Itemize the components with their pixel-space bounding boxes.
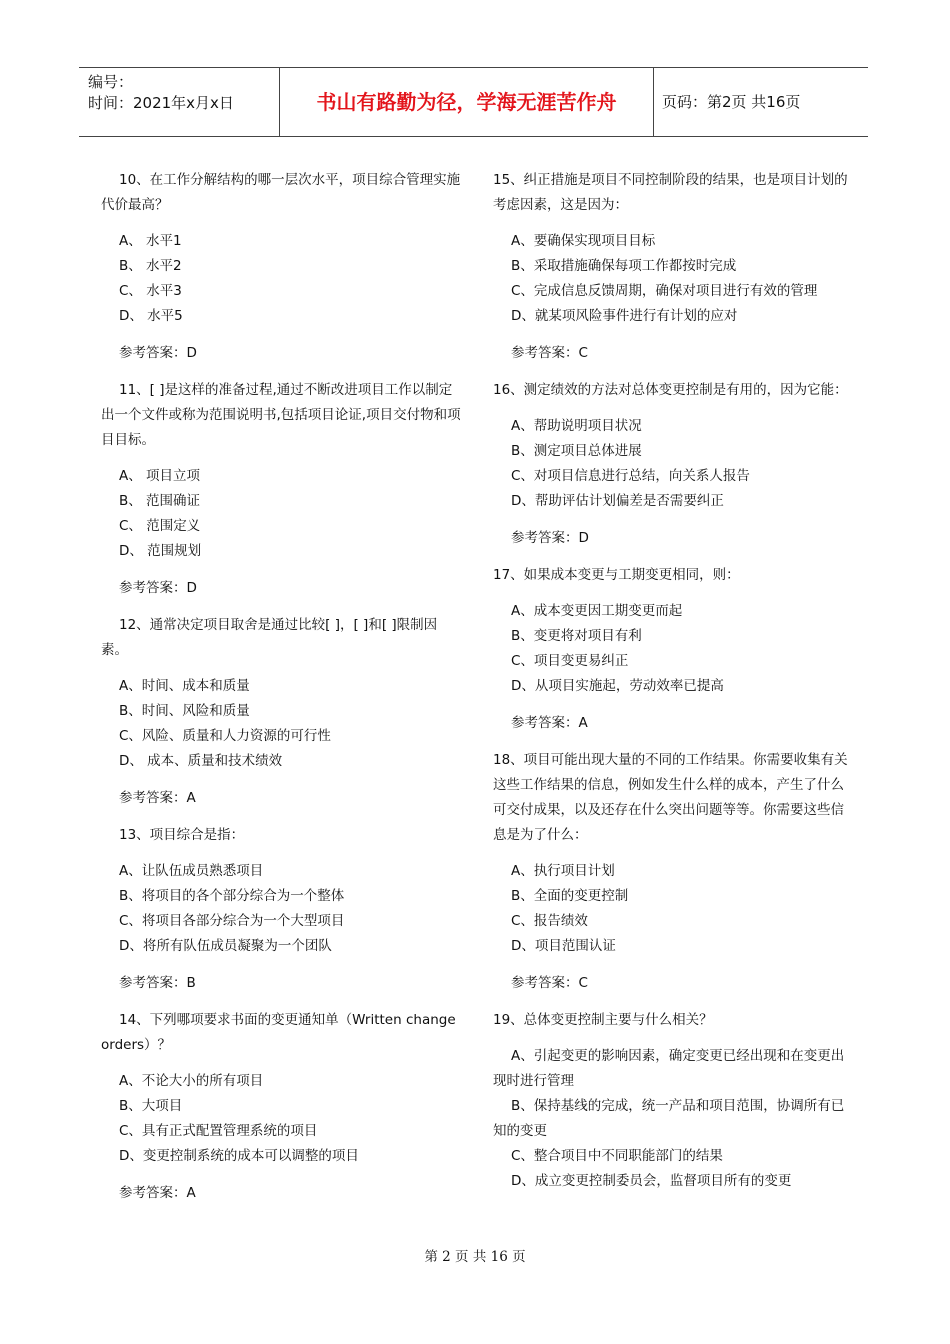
option-list [493, 859, 853, 959]
question-text: 16、测定绩效的方法对总体变更控制是有用的，因为它能： [493, 382, 848, 398]
question-block [101, 168, 463, 366]
option-item: C、项目变更易纠正 [511, 653, 629, 669]
header-meta [79, 68, 280, 136]
question-block [493, 168, 853, 366]
option-item: C、 水平3 [119, 283, 182, 299]
option-item: C、风险、质量和人力资源的可行性 [119, 728, 331, 744]
option-list [101, 464, 463, 564]
option-list [493, 229, 853, 329]
option-list [101, 859, 463, 959]
question-text: 15、纠正措施是项目不同控制阶段的结果，也是项目计划的考虑因素，这是因为： [493, 172, 848, 213]
serial-label: 编号： [88, 73, 134, 91]
option-item: C、将项目各部分综合为一个大型项目 [119, 913, 345, 929]
option-item: C、完成信息反馈周期，确保对项目进行有效的管理 [511, 283, 818, 299]
option-list [101, 229, 463, 329]
question-block [101, 1008, 463, 1206]
option-item: B、 水平2 [119, 258, 182, 274]
option-item: C、具有正式配置管理系统的项目 [119, 1123, 318, 1139]
option-item: A、要确保实现项目目标 [511, 233, 656, 249]
question-text: 12、通常决定项目取舍是通过比较[ ]，[ ]和[ ]限制因素。 [101, 617, 438, 658]
option-item: B、大项目 [119, 1098, 183, 1114]
question-text: 13、项目综合是指： [119, 827, 245, 843]
answer-text: 参考答案：B [119, 975, 196, 991]
answer-text: 参考答案：A [119, 790, 196, 806]
header-motto: 书山有路勤为径，学海无涯苦作舟 [280, 68, 654, 136]
question-text: 14、下列哪项要求书面的变更通知单（Written change orders）？ [101, 1012, 456, 1053]
question-block [101, 823, 463, 996]
option-item: D、变更控制系统的成本可以调整的项目 [119, 1148, 359, 1164]
answer-text: 参考答案：C [511, 345, 588, 361]
question-text: 18、项目可能出现大量的不同的工作结果。你需要收集有关这些工作结果的信息，例如发生什么样的成本，产生了什么可交付成果，以及还存在什么突出问题等等。你需要这些信息是为了什么： [493, 752, 848, 843]
question-text: 11、[ ]是这样的准备过程,通过不断改进项目工作以制定出一个文件或称为范围说明书,包括项目论证,项目交付物和项目目标。 [101, 382, 461, 448]
option-list [101, 1069, 463, 1169]
header-page-info: 页码：第2页 共16页 [662, 93, 801, 111]
right-column [493, 168, 853, 1194]
answer-text: 参考答案：D [119, 345, 197, 361]
option-item: A、帮助说明项目状况 [511, 418, 642, 434]
option-item: B、保持基线的完成，统一产品和项目范围，协调所有已知的变更 [493, 1098, 845, 1139]
option-item: A、不论大小的所有项目 [119, 1073, 264, 1089]
option-item: B、采取措施确保每项工作都按时完成 [511, 258, 737, 274]
question-block [493, 378, 853, 551]
option-item: A、时间、成本和质量 [119, 678, 250, 694]
page-footer: 第 2 页 共 16 页 [424, 1249, 526, 1265]
option-item: A、 项目立项 [119, 468, 201, 484]
question-block [101, 613, 463, 811]
left-column [101, 168, 463, 1218]
option-item: A、执行项目计划 [511, 863, 615, 879]
option-item: A、引起变更的影响因素，确定变更已经出现和在变更出现时进行管理 [493, 1048, 845, 1089]
option-list [493, 414, 853, 514]
page-header [79, 67, 868, 137]
option-item: D、 范围规划 [119, 543, 202, 559]
option-item: B、将项目的各个部分综合为一个整体 [119, 888, 345, 904]
question-block [493, 748, 853, 996]
option-item: A、 水平1 [119, 233, 182, 249]
option-item: C、报告绩效 [511, 913, 588, 929]
answer-text: 参考答案：D [511, 530, 589, 546]
option-item: B、变更将对项目有利 [511, 628, 642, 644]
option-list [101, 674, 463, 774]
option-item: B、时间、风险和质量 [119, 703, 250, 719]
question-block [493, 563, 853, 736]
option-item: D、成立变更控制委员会，监督项目所有的变更 [511, 1173, 792, 1189]
answer-text: 参考答案：A [511, 715, 588, 731]
option-item: B、全面的变更控制 [511, 888, 629, 904]
option-list [493, 1044, 853, 1194]
option-item: D、帮助评估计划偏差是否需要纠正 [511, 493, 724, 509]
question-block [101, 378, 463, 601]
option-item: C、 范围定义 [119, 518, 201, 534]
answer-text: 参考答案：C [511, 975, 588, 991]
date-label: 时间：2021年x月x日 [88, 94, 234, 112]
option-item: A、让队伍成员熟悉项目 [119, 863, 264, 879]
answer-text: 参考答案：A [119, 1185, 196, 1201]
option-item: D、 成本、质量和技术绩效 [119, 753, 283, 769]
option-list [493, 599, 853, 699]
option-item: B、测定项目总体进展 [511, 443, 642, 459]
option-item: C、对项目信息进行总结，向关系人报告 [511, 468, 750, 484]
answer-text: 参考答案：D [119, 580, 197, 596]
option-item: D、 水平5 [119, 308, 183, 324]
question-text: 19、总体变更控制主要与什么相关？ [493, 1012, 713, 1028]
question-text: 17、如果成本变更与工期变更相同，则： [493, 567, 740, 583]
option-item: C、整合项目中不同职能部门的结果 [511, 1148, 723, 1164]
option-item: D、项目范围认证 [511, 938, 616, 954]
option-item: D、就某项风险事件进行有计划的应对 [511, 308, 738, 324]
question-text: 10、在工作分解结构的哪一层次水平，项目综合管理实施代价最高？ [101, 172, 461, 213]
option-item: D、将所有队伍成员凝聚为一个团队 [119, 938, 332, 954]
option-item: A、成本变更因工期变更而起 [511, 603, 683, 619]
option-item: D、从项目实施起，劳动效率已提高 [511, 678, 724, 694]
question-block [493, 1008, 853, 1194]
option-item: B、 范围确证 [119, 493, 201, 509]
